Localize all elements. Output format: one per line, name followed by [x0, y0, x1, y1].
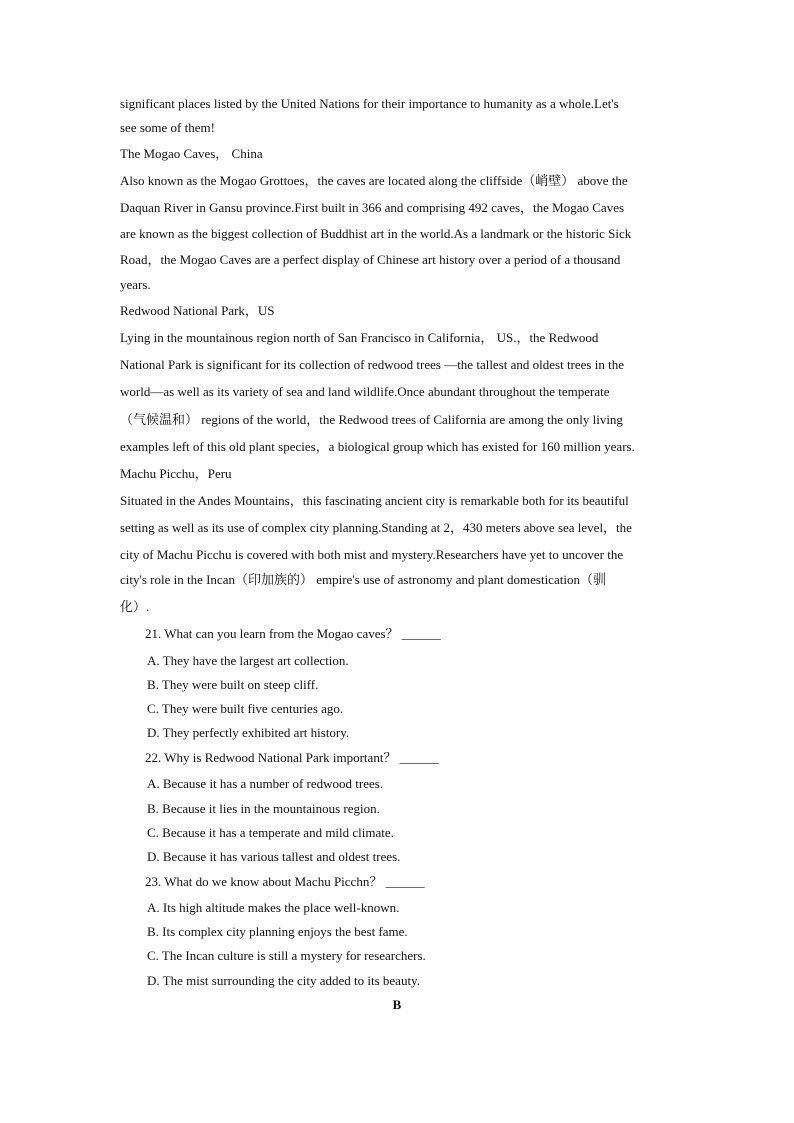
answer-option: D. The mist surrounding the city added to its beauty.: [147, 973, 420, 988]
answer-option: A. Because it has a number of redwood trees.: [147, 776, 384, 791]
passage-line: 化）.: [120, 599, 150, 614]
passage-line: examples left of this old plant species，a biological group which has existed for 160 million years.: [120, 439, 635, 454]
passage-line: setting as well as its use of complex city planning.Standing at 2，430 meters above sea level，the: [120, 520, 632, 535]
passage-line: Lying in the mountainous region north of San Francisco in California， US.，the Redwood: [120, 330, 599, 345]
passage-line: world—as well as its variety of sea and land wildlife.Once abundant throughout the temperate: [120, 384, 610, 399]
passage-line: National Park is significant for its collection of redwood trees —the tallest and oldest trees in the: [120, 357, 624, 372]
question-stem: 21. What can you learn from the Mogao caves？ ______: [145, 626, 441, 641]
passage-intro-line: significant places listed by the United Nations for their importance to humanity as a whole.Let's: [120, 96, 619, 111]
question-stem: 23. What do we know about Machu Picchn？ ______: [145, 874, 425, 889]
answer-option: B. They were built on steep cliff.: [147, 677, 319, 692]
question-stem: 22. Why is Redwood National Park important？ ______: [145, 750, 439, 765]
answer-option: A. Its high altitude makes the place well-known.: [147, 900, 400, 915]
passage-line: years.: [120, 277, 151, 292]
section-heading-redwood: Redwood National Park，US: [120, 303, 275, 318]
passage-line: are known as the biggest collection of Buddhist art in the world.As a landmark or the historic Sick: [120, 226, 632, 241]
answer-option: C. Because it has a temperate and mild climate.: [147, 825, 394, 840]
passage-line: Also known as the Mogao Grottoes，the caves are located along the cliffside（峭壁） above the: [120, 173, 628, 188]
answer-option: C. The Incan culture is still a mystery for researchers.: [147, 948, 426, 963]
passage-line: city's role in the Incan（印加族的） empire's use of astronomy and plant domestication（驯: [120, 572, 606, 587]
section-heading-machu-picchu: Machu Picchu，Peru: [120, 466, 232, 481]
answer-option: D. They perfectly exhibited art history.: [147, 725, 350, 740]
answer-option: D. Because it has various tallest and oldest trees.: [147, 849, 401, 864]
passage-line: Situated in the Andes Mountains，this fascinating ancient city is remarkable both for its beautiful: [120, 493, 629, 508]
answer-option: C. They were built five centuries ago.: [147, 701, 344, 716]
passage-line: city of Machu Picchu is covered with both mist and mystery.Researchers have yet to uncover the: [120, 547, 624, 562]
passage-line: Road，the Mogao Caves are a perfect display of Chinese art history over a period of a thousand: [120, 252, 621, 267]
section-heading-mogao: The Mogao Caves， China: [120, 146, 263, 161]
passage-line: Daquan River in Gansu province.First built in 366 and comprising 492 caves，the Mogao Caves: [120, 200, 625, 215]
answer-option: B. Its complex city planning enjoys the best fame.: [147, 924, 408, 939]
passage-intro-line: see some of them!: [120, 120, 215, 135]
passage-line: （气候温和） regions of the world，the Redwood trees of California are among the only living: [120, 412, 623, 427]
answer-option: A. They have the largest art collection.: [147, 653, 349, 668]
section-label: B: [392, 997, 402, 1012]
answer-option: B. Because it lies in the mountainous region.: [147, 801, 380, 816]
